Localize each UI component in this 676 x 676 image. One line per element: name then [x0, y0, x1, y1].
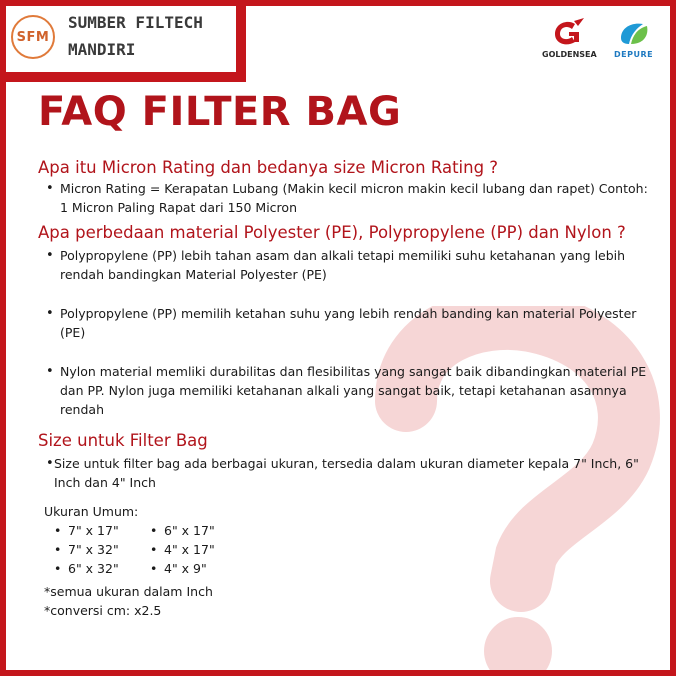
list-item: • Polypropylene (PP) memilih ketahan suhu yang lebih rendah banding kan material Polyester (PE) — [38, 304, 658, 342]
note-conversion: *conversi cm: x2.5 — [44, 603, 162, 618]
size-item: • 4" x 9" — [148, 559, 244, 578]
list-item: • Nylon material memliki durabilitas dan flesibilitas yang sangat baik dibandingkan material PE dan PP. Nylon juga memiliki ketahanan alkali yang sangat baik, tetapi ketahanan asamnya rendah — [38, 362, 658, 419]
goldensea-logo-icon — [550, 18, 588, 48]
company-name: SUMBER FILTECH MANDIRI — [68, 13, 203, 59]
list-item: • Micron Rating = Kerapatan Lubang (Makin kecil micron makin kecil lubang dan rapet) Contoh: 1 Micron Paling Rapat dari 150 Micron — [38, 179, 658, 217]
size-item: • 4" x 17" — [148, 540, 244, 559]
section-heading-size: Size untuk Filter Bag — [38, 431, 208, 450]
size-item: • 7" x 32" — [52, 540, 148, 559]
depure-label: DEPURE — [614, 50, 654, 59]
size-column-1 — [52, 521, 148, 578]
size-columns — [38, 521, 658, 578]
faq-page — [6, 6, 670, 670]
section-heading-micron: Apa itu Micron Rating dan bedanya size Micron Rating ? — [38, 158, 499, 177]
common-sizes-label: Ukuran Umum: — [44, 504, 139, 519]
goldensea-brand — [542, 18, 597, 59]
material-list — [38, 246, 658, 419]
header-brand-panel — [6, 6, 246, 82]
depure-brand — [614, 18, 653, 59]
size-column-2 — [148, 521, 244, 578]
list-item: • Polypropylene (PP) lebih tahan asam dan alkali tetapi memiliki suhu ketahanan yang lebih rendah bandingkan Material Polyester (PE) — [38, 246, 658, 284]
section-heading-material: Apa perbedaan material Polyester (PE), Polypropylene (PP) dan Nylon ? — [38, 223, 626, 242]
faq-content — [38, 156, 658, 620]
list-item: • Size untuk filter bag ada berbagai ukuran, tersedia dalam ukuran diameter kepala 7" Inch, 6" Inch dan 4" Inch — [38, 454, 658, 492]
sfm-logo — [11, 15, 55, 59]
page-title: FAQ FILTER BAG — [38, 89, 402, 135]
sfm-logo-text: SFM — [16, 29, 50, 45]
size-item: • 7" x 17" — [52, 521, 148, 540]
micron-list — [38, 179, 658, 217]
depure-logo-icon — [617, 18, 651, 48]
header-brand-inner — [6, 6, 236, 72]
size-item: • 6" x 17" — [148, 521, 244, 540]
size-item: • 6" x 32" — [52, 559, 148, 578]
goldensea-label: GOLDENSEA — [542, 50, 597, 59]
note-inch: *semua ukuran dalam Inch — [44, 584, 213, 599]
size-list — [38, 454, 658, 492]
